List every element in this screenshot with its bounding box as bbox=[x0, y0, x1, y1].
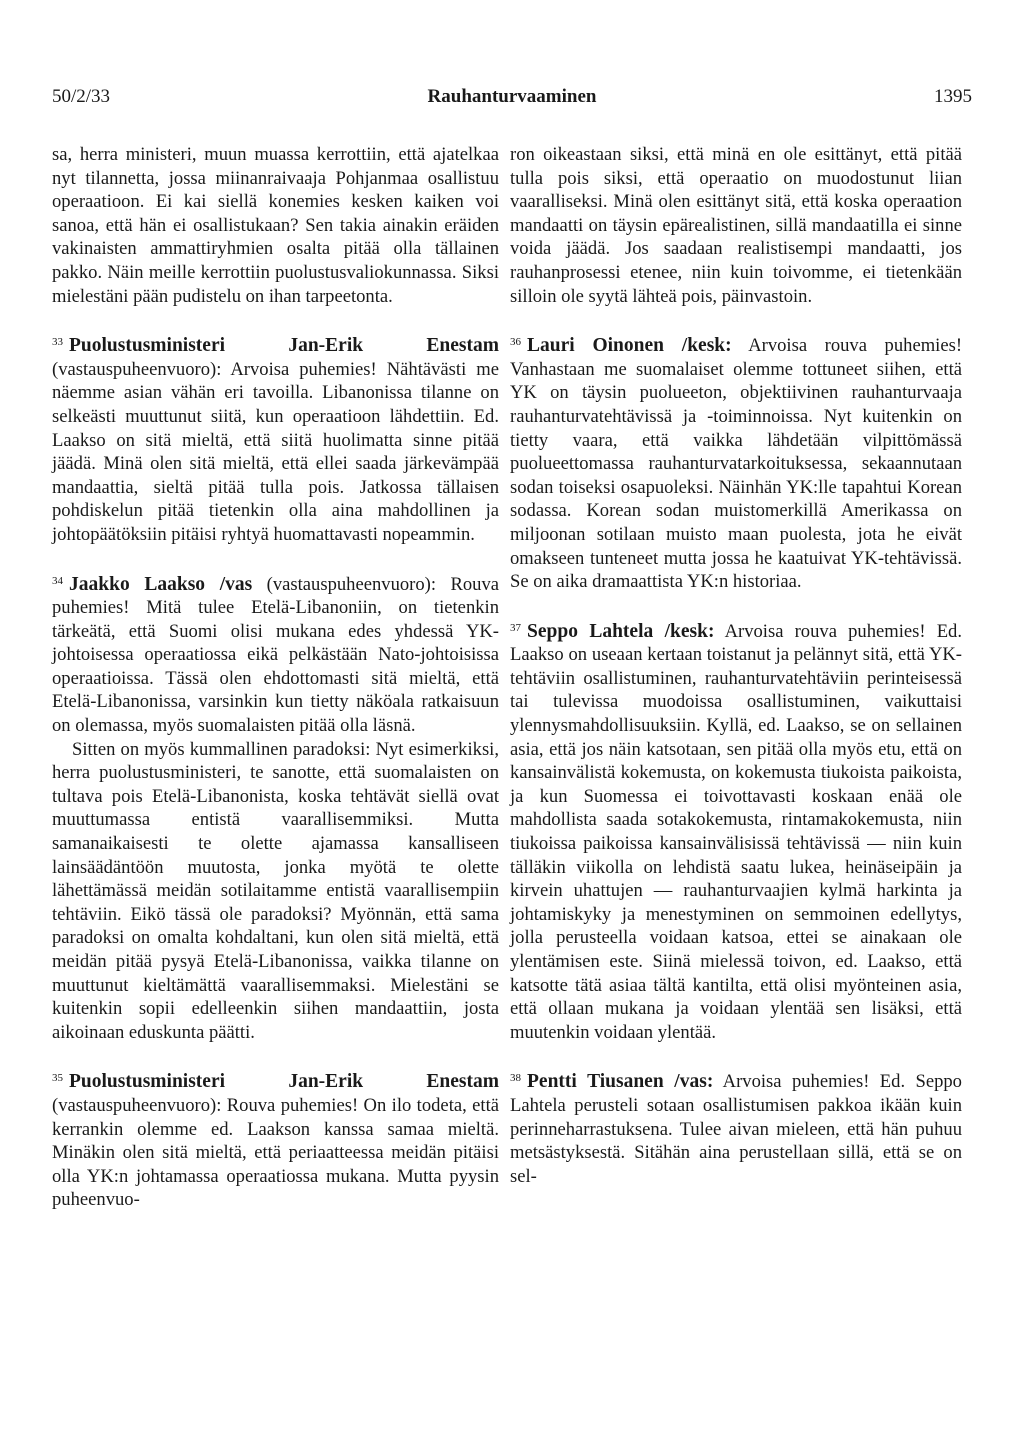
speech-36 bbox=[510, 331, 962, 594]
speech-text: Arvoisa puhemies! Ed. Seppo Lahtela perusteli sotaan osallistumisen pakkoa ikään kuin perinneharrastuksena. Tulee aivan mieleen, että hän puhuu metsästyksestä. Sitähän aina perustellaan sillä, että se on sel- bbox=[510, 1071, 962, 1187]
speech-34 bbox=[52, 570, 499, 738]
speech-38 bbox=[510, 1067, 962, 1188]
speech-text: Arvoisa rouva puhemies! Vanhastaan me suomalaiset olemme tottuneet siihen, että YK on täysin puolueeton, objektiivinen rauhanturvaaja rauhanturvatehtävissä ja -toiminnoissa. Nyt kuitenkin on tietty vaara, että vaikka lähdetään vilpittömässä puolueettomassa rauhanturvatarkoituksessa, sekaannutaan sodan toiseksi osapuoleksi. Näinhän YK:lle tapahtui Korean sodassa. Korean sodan muistomerkillä Amerikassa on miljoonan sotilaan muisto maan puolesta, jota he eivät omakseen tunteneet mutta jossa he kaatuivat YK-tehtävissä. Se on aika dramaattista YK:n historiaa. bbox=[510, 335, 963, 593]
speaker-name: Puolustusministeri Jan-Erik Enestam bbox=[69, 1071, 499, 1093]
speaker-name: Jaakko Laakso /vas bbox=[69, 573, 253, 595]
speech-35 bbox=[52, 1067, 499, 1212]
running-title: Rauhanturvaaminen bbox=[427, 86, 597, 107]
continued-paragraph: sa, herra ministeri, muun muassa kerrottiin, että ajatelkaa nyt tilannetta, jossa miinanraivaaja Pohjanmaa osallistuu operaatioon. Ei kai siellä konemies kesken kaiken voi sanoa, että hän ei osallistukaan? Sen takia ainakin eräiden vakinaisten ammattiryhmien osalta pitää olla tällainen pakko. Näin meille kerrottiin puolustusvaliokunnassa. Siksi mielestäni pään pudistelu on ihan tarpeetonta. bbox=[52, 144, 499, 307]
speech-text: (vastauspuheenvuoro): Arvoisa puhemies! Nähtävästi me näemme asian vähän eri tavoilla. Libanonissa tilanne on selkeästi muuttunut siitä, kun operaatioon lähdettiin. Ed. Laakso on sitä mieltä, että siitä huolimatta sinne pitää jäädä. Minä olen sitä mieltä, että ellei saada järkevämpää mandaattia, sieltä pitää tulla pois. Jatkossa tällaisen pohdiskelun pitää tietenkin olla aina mahdollinen ja johtopäätöksiin pitäisi ryhtyä huomattavasti nopeammin. bbox=[52, 358, 499, 545]
speech-number: 38 bbox=[510, 1072, 521, 1085]
speech-text: (vastauspuheenvuoro): Rouva puhemies! On ilo todeta, että kerrankin olemme ed. Laakson kanssa samaa mieltä. Minäkin olen sitä mieltä, että periaatteessa meidän pitäisi olla YK:n johtamassa operaatiossa mukana. Mutta pyysin puheenvuo- bbox=[52, 1094, 499, 1211]
speech-34-continued: Sitten on myös kummallinen paradoksi: Nyt esimerkiksi, herra puolustusministeri, te sanotte, että suomalaisten on tultava pois Etelä-Libanonista, koska tehtävät siellä ovat muuttumassa entistä vaarallisemmiksi. Mutta samanaikaisesti te olette ajamassa kansalliseen lainsäädäntöön muutosta, jonka myötä te olette lähettämässä meidän sotilaitamme entistä vaarallisempiin tehtäviin. Eikö tässä ole paradoksi? Myönnän, että sama paradoksi on omalta kohdaltani, kun olen sitä mieltä, että meidän pitää pysyä Etelä-Libanonissa, vaikka tilanne on muuttunut kieltämättä vaarallisemmaksi. Mielestäni se kuitenkin sopii edelleenkin siihen mandaattiin, josta aikoinaan eduskunta päätti. bbox=[52, 738, 499, 1043]
left-column bbox=[52, 143, 499, 1212]
right-column bbox=[510, 143, 962, 1188]
speech-number: 34 bbox=[52, 574, 63, 587]
speech-number: 37 bbox=[510, 621, 521, 634]
speaker-name: Pentti Tiusanen /vas: bbox=[527, 1071, 714, 1093]
page-header bbox=[52, 86, 972, 116]
speech-text: (vastauspuheenvuoro): Rouva puhemies! Mitä tulee Etelä-Libanoniin, on tietenkin tärkeätä, että Suomi olisi mukana edes yhdessä YK-johtoisessa operaatiossa eikä pelkästään Nato-johtoisissa operaatioissa. Tässä olen ehdottomasti sitä mieltä, että Etelä-Libanonissa, varsinkin kun tietty näköala ratkaisuun on olemassa, myös suomalaisten pitää olla läsnä. bbox=[52, 573, 499, 737]
speech-number: 36 bbox=[510, 336, 521, 349]
speech-number: 35 bbox=[52, 1072, 63, 1085]
document-number: 50/2/33 bbox=[52, 86, 111, 107]
speech-33 bbox=[52, 331, 499, 546]
speech-number: 33 bbox=[52, 336, 63, 349]
speaker-name: Puolustusministeri Jan-Erik Enestam bbox=[69, 335, 499, 357]
continued-paragraph: ron oikeastaan siksi, että minä en ole esittänyt, että pitää tulla pois siksi, että operaatio on muodostunut liian vaaralliseksi. Minä olen esittänyt sitä, että koska operaation mandaatti on täysin epärealistinen, sillä mandaatilla ei sinne voida jäädä. Jos saadaan realistisempi mandaatti, jos rauhanprosessi etenee, niin kuin toivomme, ei tietenkään silloin ole syytä lähteä pois, päinvastoin. bbox=[510, 144, 962, 307]
speaker-name: Lauri Oinonen /kesk: bbox=[527, 335, 732, 357]
speech-37 bbox=[510, 617, 962, 1045]
page-number: 1395 bbox=[934, 86, 972, 107]
speaker-name: Seppo Lahtela /kesk: bbox=[527, 620, 715, 642]
speech-text: Arvoisa rouva puhemies! Ed. Laakso on useaan kertaan toistanut ja pelännyt sitä, että YK-tehtäviin osallistuminen, rauhanturvatehtäviin perinteisessä tai tulevissa muodoissa osallistuminen, vaikuttaisi ylennysmahdollisuuksiin. Kyllä, ed. Laakso, se on sellainen asia, että jos näin katsotaan, sen pitää olla myös etu, että on kansainvälistä kokemusta, on kokemusta tiukoista paikoista, ja kun Suomessa ei toivottavasti koskaan enää ole mahdollista saada sotakokemusta, rintamakokemusta, niin tiukoissa paikoissa kansainvälisissä tehtävissä — niin kuin tälläkin viikolla on lehdistä saatu lukea, heinäseipäin ja kirvein uhattujen — rauhanturvaajien kylmä harkinta ja johtamiskyky ja menestyminen on semmoinen edellytys, jolla perusteella voidaan katsoa, ettei se ainakaan ole ylentämisen este. Siinä mielessä toivon, ed. Laakso, että katsotte tätä asiaa tältä kantilta, että olisi myönteinen asia, että ollaan mukana ja voidaan ylentää sen lisäksi, että muutenkin voidaan ylentää. bbox=[510, 620, 963, 1043]
